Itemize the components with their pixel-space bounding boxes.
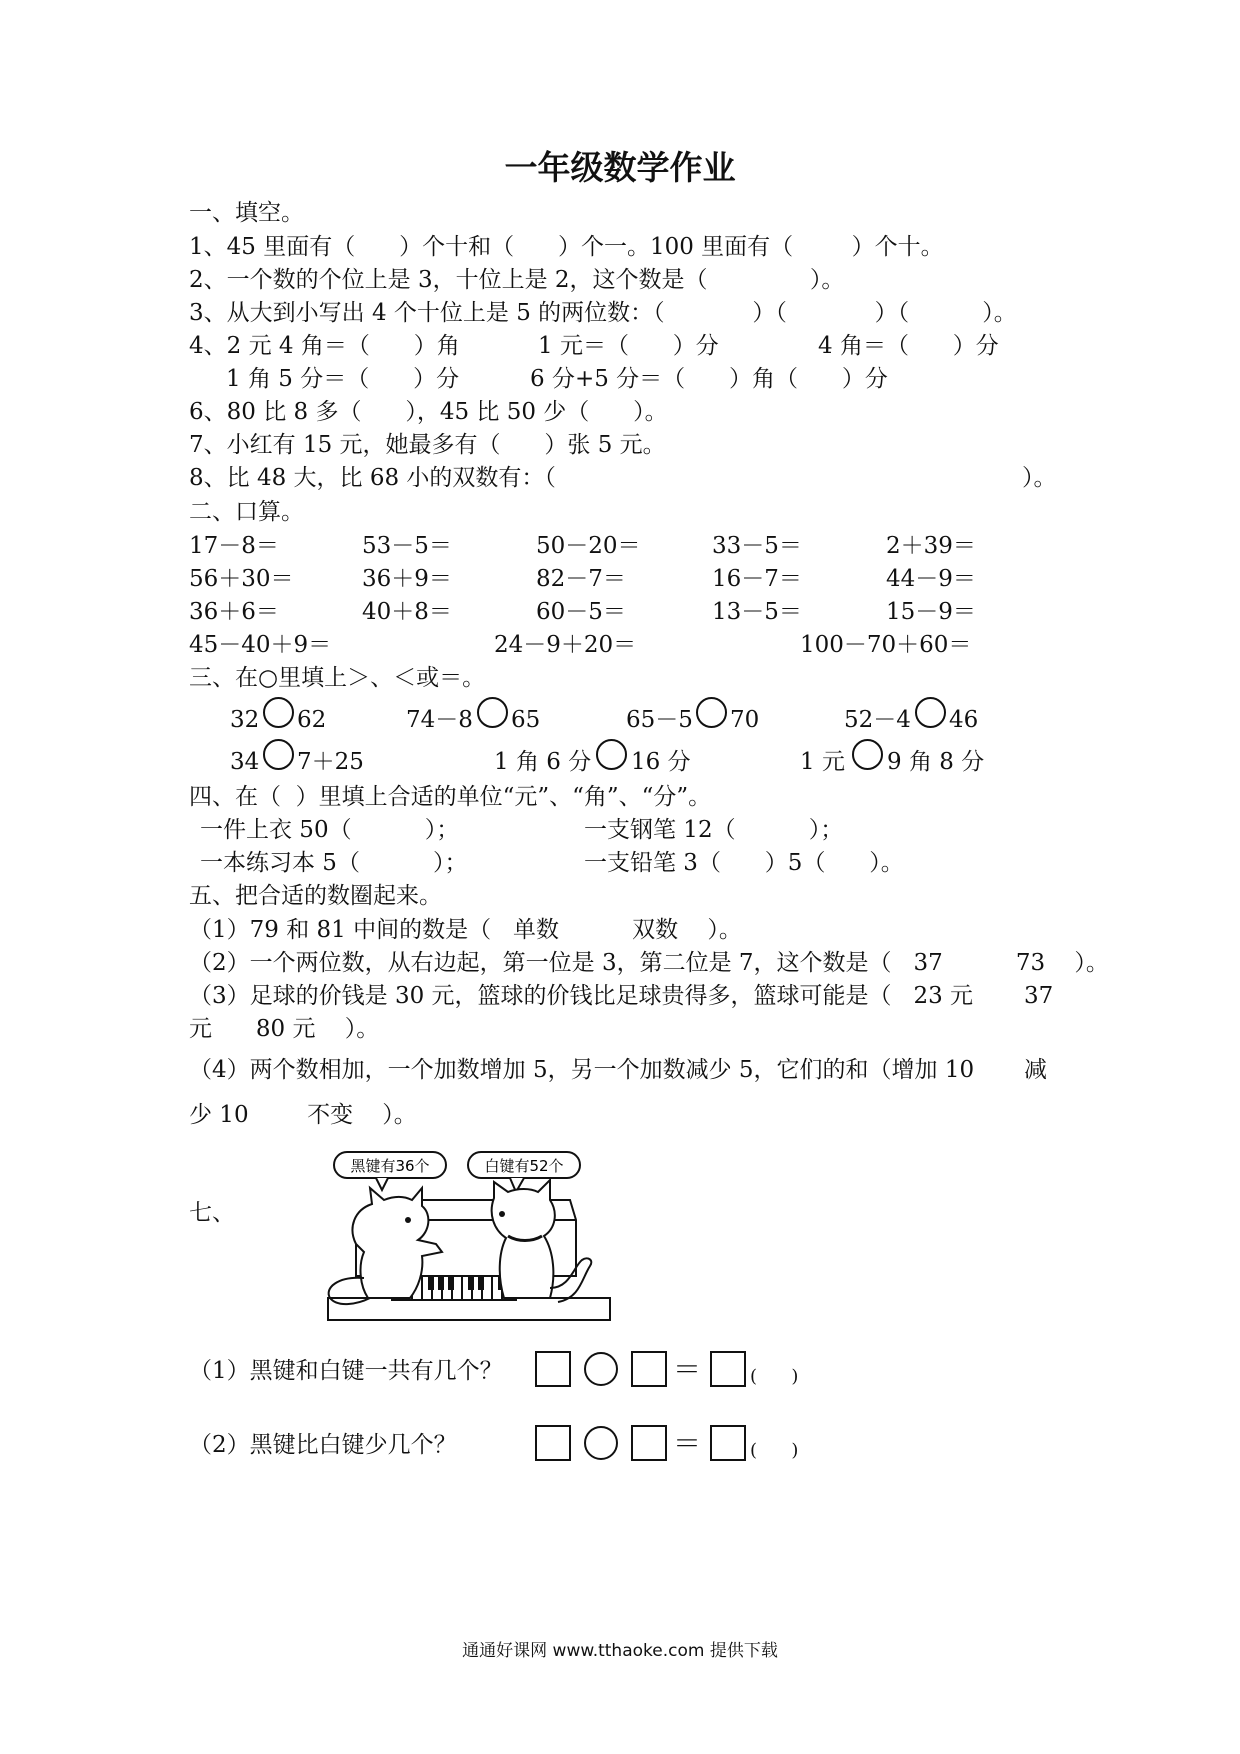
unit-question-c: 一本练习本 5（ ）； [200,850,468,876]
unit-question-b: 一支钢笔 12（ ）； [584,817,844,843]
compare-right: 46 [949,707,979,733]
oral-calc-item: 17－8＝ [189,533,279,559]
compare-left: 32 [230,707,260,733]
compare-circle[interactable] [263,739,294,770]
compare-left: 34 [230,749,260,775]
section-3-heading: 三、在○里填上＞、＜或＝。 [189,665,486,691]
bubble-text-left: 黑键有36个 [350,1157,430,1175]
compare-left: 74－8 [406,707,473,733]
question-1-4d: 1 角 5 分＝（ ）分 [226,366,460,392]
oral-calc-item: 36＋9＝ [362,566,452,592]
oral-calc-item: 36＋6＝ [189,599,279,625]
question-1-2: 2、一个数的个位上是 3，十位上是 2，这个数是（ ）。 [189,267,845,293]
circle-question-4-cont: 少 10 不变 ）。 [189,1102,417,1128]
oral-calc-item: 53－5＝ [362,533,452,559]
question-1-8: 8、比 48 大，比 68 小的双数有：（ [189,465,556,491]
footer-source: 通通好课网 www.tthaoke.com 提供下载 [462,1641,778,1661]
compare-right: 70 [730,707,760,733]
question-1-4b: 1 元＝（ ）分 [538,333,719,359]
page-title: 一年级数学作业 [504,148,736,187]
operator-circle[interactable] [584,1426,618,1460]
compare-left: 52－4 [844,707,911,733]
circle-question-1: （1）79 和 81 中间的数是（ 单数 双数 ）。 [189,917,742,943]
oral-calc-item: 16－7＝ [712,566,802,592]
cats-piano-illustration [318,1148,628,1332]
operator-circle[interactable] [584,1352,618,1386]
section-7-heading: 七、 [189,1200,235,1226]
circle-question-4-option: 减 [1024,1057,1047,1083]
section-2-heading: 二、口算。 [189,499,304,525]
question-1-6: 6、80 比 8 多（ ），45 比 50 少（ ）。 [189,399,668,425]
compare-circle[interactable] [915,697,946,728]
compare-circle[interactable] [263,697,294,728]
answer-box[interactable] [631,1351,667,1387]
answer-box[interactable] [710,1425,746,1461]
question-1-1: 1、45 里面有（ ）个十和（ ）个一。100 里面有（ ）个十。 [189,234,944,260]
unit-paren[interactable]: ( ) [750,1440,799,1461]
oral-calc-item: 15－9＝ [886,599,976,625]
answer-box[interactable] [535,1351,571,1387]
circle-question-3-option: 37 [1024,983,1054,1009]
compare-left: 1 角 6 分 [494,749,592,775]
oral-calc-item: 82－7＝ [536,566,626,592]
oral-calc-item: 56＋30＝ [189,566,294,592]
question-1-7: 7、小红有 15 元，她最多有（ ）张 5 元。 [189,432,666,458]
oral-calc-item: 13－5＝ [712,599,802,625]
compare-circle[interactable] [696,697,727,728]
circle-question-3-cont: 元 80 元 ）。 [189,1016,380,1042]
oral-calc-item: 100－70＋60＝ [800,632,972,658]
compare-left: 65－5 [626,707,693,733]
compare-circle[interactable] [477,697,508,728]
answer-box[interactable] [631,1425,667,1461]
question-1-8-end: ）。 [1022,465,1057,491]
question-1-4c: 4 角＝（ ）分 [818,333,999,359]
compare-circle[interactable] [852,739,883,770]
oral-calc-item: 50－20＝ [536,533,641,559]
compare-right: 65 [511,707,541,733]
circle-question-3: （3）足球的价钱是 30 元，篮球的价钱比足球贵得多，篮球可能是（ 23 元 [189,983,974,1009]
oral-calc-item: 40＋8＝ [362,599,452,625]
oral-calc-item: 60－5＝ [536,599,626,625]
unit-question-d: 一支铅笔 3（ ）5（ ）。 [584,850,904,876]
equals-sign: ＝ [673,1353,702,1386]
section-4-heading: 四、在（ ）里填上合适的单位“元”、“角”、“分”。 [189,784,712,810]
oral-calc-item: 45－40＋9＝ [189,632,332,658]
piano-base [328,1298,610,1320]
oral-calc-item: 44－9＝ [886,566,976,592]
unit-paren[interactable]: ( ) [750,1366,799,1387]
oral-calc-item: 33－5＝ [712,533,802,559]
circle-question-2: （2）一个两位数，从右边起，第一位是 3，第二位是 7，这个数是（ 37 73 ）。 [189,950,1109,976]
equals-sign: ＝ [673,1427,702,1460]
compare-right: 9 角 8 分 [887,749,985,775]
circle-question-4: （4）两个数相加，一个加数增加 5，另一个加数减少 5，它们的和（增加 10 [189,1057,975,1083]
question-1-4e: 6 分+5 分＝（ ）角（ ）分 [530,366,888,392]
compare-right: 7＋25 [297,749,364,775]
answer-box[interactable] [710,1351,746,1387]
bubble-text-right: 白键有52个 [484,1157,564,1175]
compare-left: 1 元 [800,749,845,775]
oral-calc-item: 24－9＋20＝ [494,632,637,658]
answer-box[interactable] [535,1425,571,1461]
compare-right: 16 分 [631,749,691,775]
compare-right: 62 [297,707,327,733]
oral-calc-item: 2＋39＝ [886,533,976,559]
section-1-heading: 一、填空。 [189,200,304,226]
question-1-3: 3、从大到小写出 4 个十位上是 5 的两位数：（ ）（ ）（ ）。 [189,300,1017,326]
compare-circle[interactable] [596,739,627,770]
unit-question-a: 一件上衣 50（ ）； [200,817,460,843]
section-5-heading: 五、把合适的数圈起来。 [189,883,442,909]
piano-question-2: （2）黑键比白键少几个？ [189,1432,457,1458]
piano-question-1: （1）黑键和白键一共有几个？ [189,1358,503,1384]
question-1-4a: 4、2 元 4 角＝（ ）角 [189,333,460,359]
